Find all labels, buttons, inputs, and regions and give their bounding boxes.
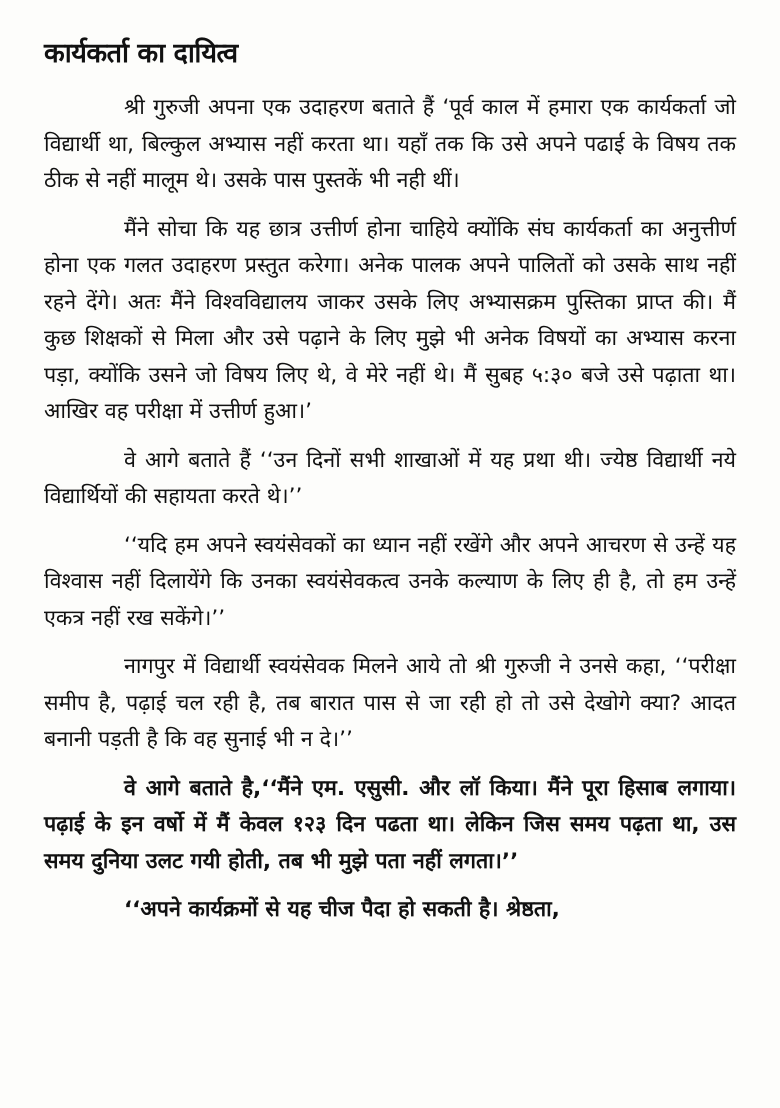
- paragraph-3: वे आगे बताते हैं ‘‘उन दिनों सभी शाखाओं में यह प्रथा थी। ज्येष्ठ विद्यार्थी नये विद्यार्थियों की सहायता करते थे।’’: [44, 447, 736, 509]
- paragraph-7: ‘‘अपने कार्यक्रमों से यह चीज पैदा हो सकती है। श्रेष्ठता,: [124, 897, 560, 922]
- paragraph-6: वे आगे बताते है,‘‘मैंने एम. एसुसी. और लॉ किया। मैंने पूरा हिसाब लगाया। पढ़ाई के इन वर्षो में मैं केवल १२३ दिन पढता था। लेकिन जिस समय पढ़ता था, उस समय दुनिया उलट गयी होती, तब भी मुझे पता नहीं लगता।’’: [44, 775, 736, 874]
- paragraph-2: मैंने सोचा कि यह छात्र उत्तीर्ण होना चाहिये क्योंकि संघ कार्यकर्ता का अनुत्तीर्ण होना एक गलत उदाहरण प्रस्तुत करेगा। अनेक पालक अपने पालितों को उसके साथ नहीं रहने देंगे। अतः मैंने विश्वविद्यालय जाकर उसके लिए अभ्यासक्रम पुस्तिका प्राप्त की। मैं कुछ शिक्षकों से मिला और उसे पढ़ाने के लिए मुझे भी अनेक विषयों का अभ्यास करना पड़ा, क्योंकि उसने जो विषय लिए थे, वे मेरे नहीं थे। मैं सुबह ५:३० बजे उसे पढ़ाता था। आखिर वह परीक्षा में उत्तीर्ण हुआ।’: [44, 216, 736, 424]
- paragraph-5: नागपुर में विद्यार्थी स्वयंसेवक मिलने आये तो श्री गुरुजी ने उनसे कहा, ‘‘परीक्षा समीप है, पढ़ाई चल रही है, तब बारात पास से जा रही हो तो उसे देखोगे क्या? आदत बनानी पड़ती है कि वह सुनाई भी न दे।’’: [44, 654, 736, 752]
- paragraph-4: ‘‘यदि हम अपने स्वयंसेवकों का ध्यान नहीं रखेंगे और अपने आचरण से उन्हें यह विश्वास नहीं दिलायेंगे कि उनका स्वयंसेवकत्व उनके कल्याण के लिए ही है, तो हम उन्हें एकत्र नहीं रख सकेंगे।’’: [44, 532, 736, 631]
- paragraph-1: श्री गुरुजी अपना एक उदाहरण बताते हैं ‘पूर्व काल में हमारा एक कार्यकर्ता जो विद्यार्थी था, बिल्कुल अभ्यास नहीं करता था। यहाँ तक कि उसे अपने पढाई के विषय तक ठीक से नहीं मालूम थे। उसके पास पुस्तकें भी नही थीं।: [44, 95, 736, 193]
- page-title: कार्यकर्ता का दायित्व: [44, 38, 238, 69]
